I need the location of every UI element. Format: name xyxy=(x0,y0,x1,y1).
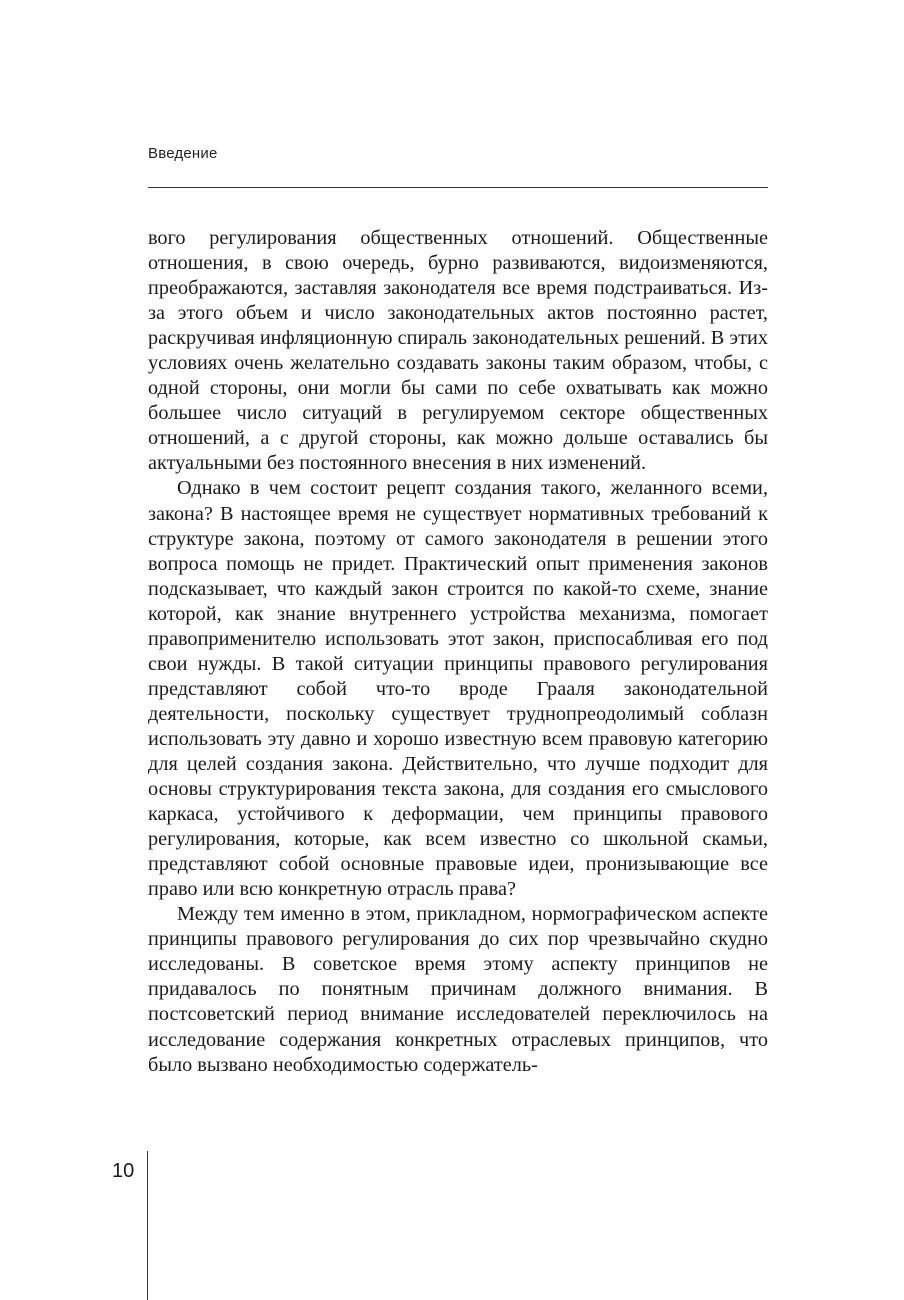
body-text xyxy=(148,226,768,1078)
running-title: Введение xyxy=(148,145,218,162)
paragraph: Между тем именно в этом, прикладном, нормографическом аспекте принципы правового регулирования до сих пор чрезвычайно скудно исследованы. В советское время этому аспекту принципов не придавалось по понятным причинам должного внимания. В постсоветский период внимание исследователей переключилось на исследование содержания конкретных отраслевых принципов, что было вызвано необходимостью содержатель- xyxy=(148,903,768,1076)
paragraph: вого регулирования общественных отношений. Общественные отношения, в свою очередь, бурно развиваются, видоизменяются, преображаются, заставляя законодателя все время подстраиваться. Из-за этого объем и число законодательных актов постоянно растет, раскручивая инфляционную спираль законодательных решений. В этих условиях очень желательно создавать законы таким образом, чтобы, с одной стороны, они могли бы сами по себе охватывать как можно большее число ситуаций в регулируемом секторе общественных отношений, а с другой стороны, как можно дольше оставались бы актуальными без постоянного внесения в них изменений. xyxy=(148,227,768,475)
margin-divider xyxy=(147,1151,148,1300)
page-number: 10 xyxy=(112,1160,135,1182)
header-divider xyxy=(148,187,768,188)
paragraph: Однако в чем состоит рецепт создания такого, желанного всеми, закона? В настоящее время не существует нормативных требований к структуре закона, поэтому от самого законодателя в решении этого вопроса помощь не придет. Практический опыт применения законов подсказывает, что каждый закон строится по какой-то схеме, знание которой, как знание внутреннего устройства механизма, помогает правоприменителю использовать этот закон, приспосабливая его под свои нужды. В такой ситуации принципы правового регулирования представляют собой что-то вроде Грааля законодательной деятельности, поскольку существует труднопреодолимый соблазн использовать эту давно и хорошо известную всем правовую категорию для целей создания закона. Действительно, что лучше подходит для основы структурирования текста закона, для создания его смыслового каркаса, устойчивого к деформации, чем принципы правового регулирования, которые, как всем известно со школьной скамьи, представляют собой основные правовые идеи, пронизывающие все право или всю конкретную отрасль права? xyxy=(148,477,768,901)
